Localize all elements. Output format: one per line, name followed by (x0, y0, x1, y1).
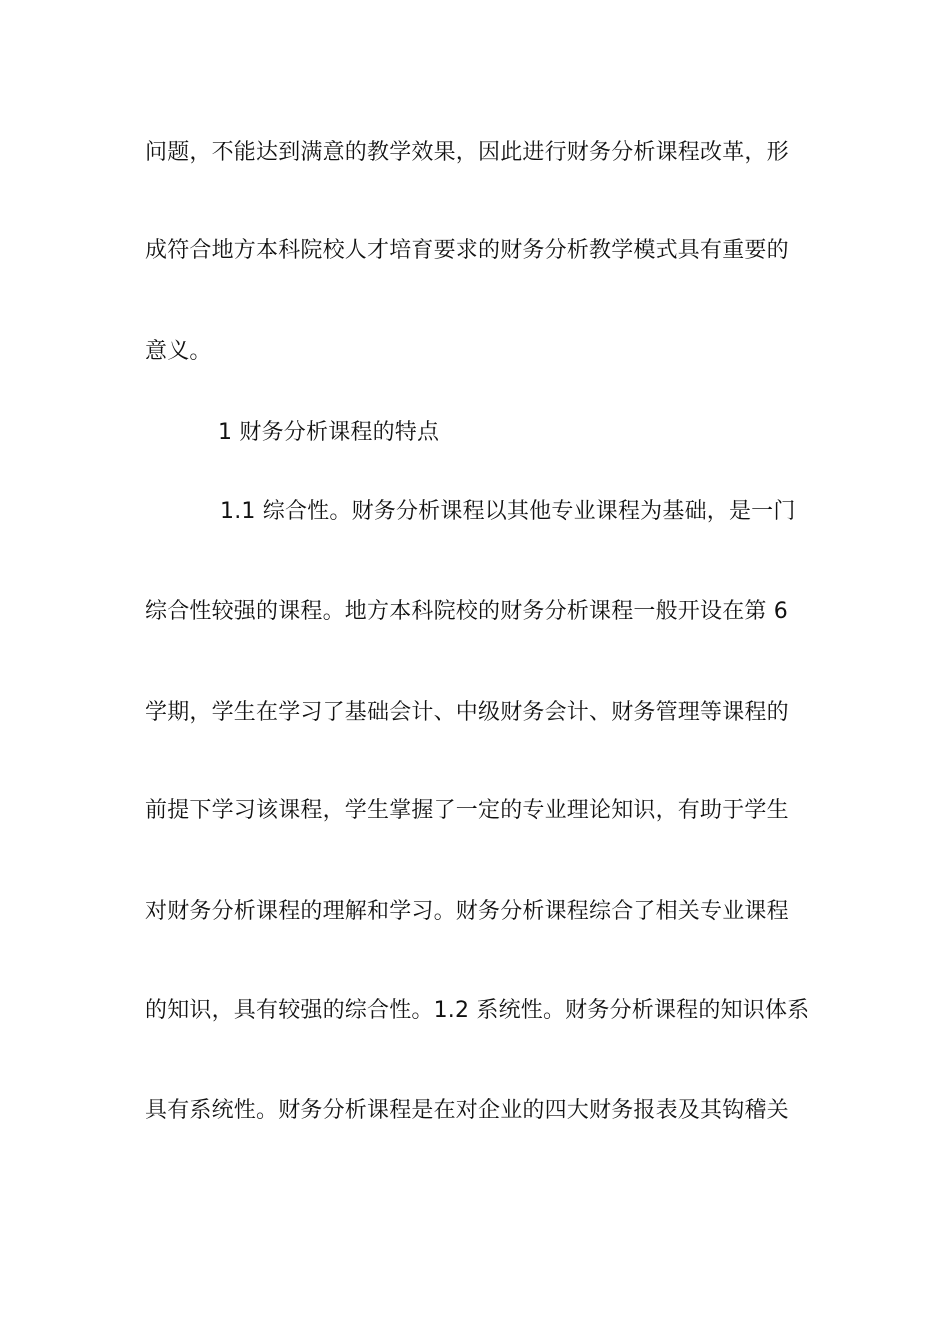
paragraph-line-2: 成符合地方本科院校人才培育要求的财务分析教学模式具有重要的 (145, 238, 789, 263)
section-heading: 1 财务分析课程的特点 (218, 420, 440, 445)
paragraph-line-7: 学期，学生在学习了基础会计、中级财务会计、财务管理等课程的 (145, 700, 789, 725)
paragraph-line-11: 具有系统性。财务分析课程是在对企业的四大财务报表及其钩稽关 (145, 1098, 789, 1123)
paragraph-line-9: 对财务分析课程的理解和学习。财务分析课程综合了相关专业课程 (145, 899, 789, 924)
paragraph-line-6: 综合性较强的课程。地方本科院校的财务分析课程一般开设在第 6 (145, 599, 788, 624)
paragraph-line-3: 意义。 (145, 339, 212, 364)
paragraph-line-5: 1.1 综合性。财务分析课程以其他专业课程为基础，是一门 (220, 499, 796, 524)
paragraph-line-1: 问题，不能达到满意的教学效果，因此进行财务分析课程改革，形 (145, 140, 789, 165)
paragraph-line-8: 前提下学习该课程，学生掌握了一定的专业理论知识，有助于学生 (145, 798, 789, 823)
paragraph-line-10: 的知识，具有较强的综合性。1.2 系统性。财务分析课程的知识体系 (145, 998, 810, 1023)
